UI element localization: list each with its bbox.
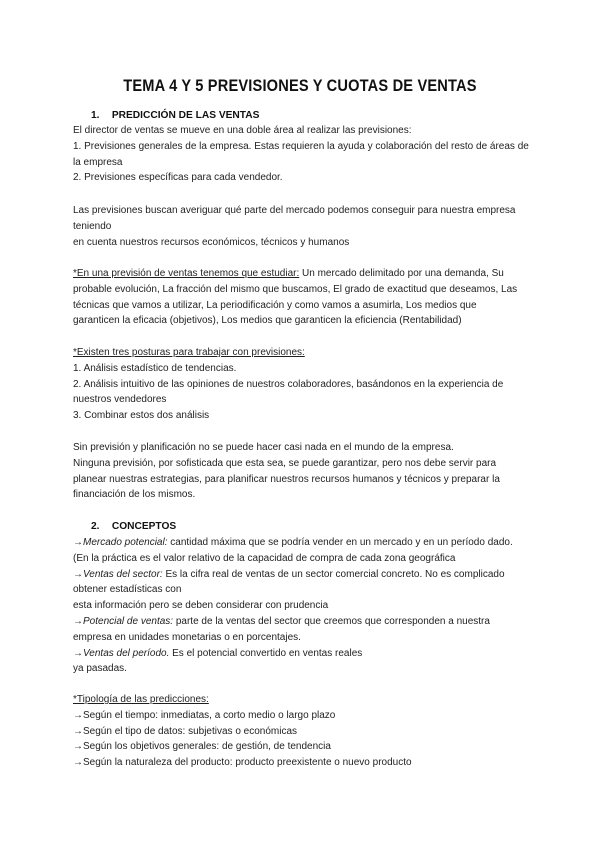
list-item-text: Según el tipo de datos: subjetivas o económicas	[83, 725, 298, 737]
text-line: técnicas que vamos a utilizar, La periodificación y como vamos a asumirla, Los medios que	[73, 299, 477, 311]
page-title: TEMA 4 Y 5 PREVISIONES Y CUOTAS DE VENTAS	[123, 76, 477, 95]
text-line: nuestros vendedores	[73, 394, 167, 406]
text-fragment: Es el potencial convertido en ventas reales	[169, 647, 363, 659]
arrow-icon: →	[73, 615, 83, 627]
section-1-heading	[91, 110, 259, 121]
text-fragment: Un mercado delimitado por una demanda, Su	[299, 268, 504, 279]
text-line: probable evolución, La fracción del mismo que buscamos, El grado de exactitud que deseamos, Las	[73, 283, 518, 295]
section-number: 2.	[91, 521, 100, 532]
list-item-text: Según el tiempo: inmediatas, a corto medio o largo plazo	[83, 709, 336, 721]
list-item-text: Según la naturaleza del producto: producto preexistente o nuevo producto	[83, 757, 412, 769]
concepts-list	[73, 535, 513, 677]
term: Ventas del período.	[83, 647, 170, 659]
text-fragment: Es la cifra real de ventas de un sector comercial concreto. No es complicado	[162, 568, 505, 580]
section-number: 1.	[91, 110, 100, 121]
list-item	[73, 739, 412, 755]
text-line	[73, 567, 513, 583]
paragraph	[73, 203, 515, 250]
text-line: la empresa	[73, 156, 123, 168]
text-line	[73, 266, 517, 282]
text-line: garanticen la eficacia (objetivos), Los medios que garanticen la eficiencia (Rentabilidad)	[73, 315, 462, 327]
arrow-icon: →	[73, 537, 83, 548]
text-line: financiación de los mismos.	[73, 489, 196, 501]
typology-list	[73, 692, 412, 771]
text-line: planear nuestras estrategias, para planificar nuestros recursos humanos y técnicos y preparar la	[73, 473, 500, 485]
text-line: en cuenta nuestros recursos económicos, técnicos y humanos	[73, 236, 350, 248]
term: Potencial de ventas:	[83, 615, 174, 627]
text-line: ya pasadas.	[73, 663, 127, 675]
text-line: Las previsiones buscan averiguar qué parte del mercado podemos conseguir para nuestra empresa	[73, 205, 516, 216]
text-line: teniendo	[73, 220, 112, 232]
arrow-icon: →	[73, 741, 83, 753]
text-line: esta información pero se deben considerar con prudencia	[73, 600, 329, 612]
list-item-text: Según los objetivos generales: de gestión, de tendencia	[83, 741, 331, 753]
paragraph	[73, 123, 529, 186]
list-item	[73, 708, 412, 724]
section-title: PREDICCIÓN DE LAS VENTAS	[111, 110, 260, 121]
arrow-icon: →	[73, 757, 83, 769]
list-item	[73, 724, 412, 740]
text-fragment: cantidad máxima que se podría vender en un mercado y en un período dado.	[167, 537, 513, 548]
text-fragment: parte de la ventas del sector que creemos que corresponden a nuestra	[173, 615, 490, 627]
text-line: 1. Análisis estadístico de tendencias.	[73, 362, 237, 374]
text-line	[73, 614, 513, 630]
paragraph	[73, 345, 503, 424]
list-item	[73, 755, 412, 771]
underlined-label: *En una previsión de ventas tenemos que estudiar:	[73, 268, 300, 279]
text-line	[73, 535, 513, 551]
underlined-label: *Existen tres posturas para trabajar con previsiones:	[73, 347, 305, 358]
text-line: empresa en unidades monetarias o en porcentajes.	[73, 631, 301, 643]
section-2-heading	[91, 521, 176, 532]
paragraph	[73, 266, 517, 329]
arrow-icon: →	[73, 725, 83, 737]
text-line: obtener estadísticas con	[73, 584, 182, 596]
text-line: (En la práctica es el valor relativo de la capacidad de compra de cada zona geográfica	[73, 552, 456, 564]
text-line: 2. Análisis intuitivo de las opiniones de nuestros colaboradores, basándonos en la experiencia de	[73, 378, 504, 390]
paragraph	[73, 440, 500, 503]
text-line: El director de ventas se mueve en una doble área al realizar las previsiones:	[73, 125, 412, 136]
section-title: CONCEPTOS	[111, 521, 177, 532]
arrow-icon: →	[73, 647, 83, 659]
text-line	[73, 646, 513, 662]
text-line: 3. Combinar estos dos análisis	[73, 410, 210, 422]
text-line: Sin previsión y planificación no se puede hacer casi nada en el mundo de la empresa.	[73, 442, 454, 453]
arrow-icon: →	[73, 568, 83, 580]
text-line: 2. Previsiones específicas para cada vendedor.	[73, 172, 283, 184]
term: Mercado potencial:	[83, 537, 168, 548]
arrow-icon: →	[73, 709, 83, 721]
underlined-label: *Tipología de las predicciones:	[73, 694, 209, 705]
term: Ventas del sector:	[83, 568, 163, 580]
text-line: Ninguna previsión, por sofisticada que esta sea, se puede garantizar, pero nos debe servir para	[73, 457, 497, 469]
text-line: 1. Previsiones generales de la empresa. Estas requieren la ayuda y colaboración del resto de áreas de	[73, 140, 529, 152]
